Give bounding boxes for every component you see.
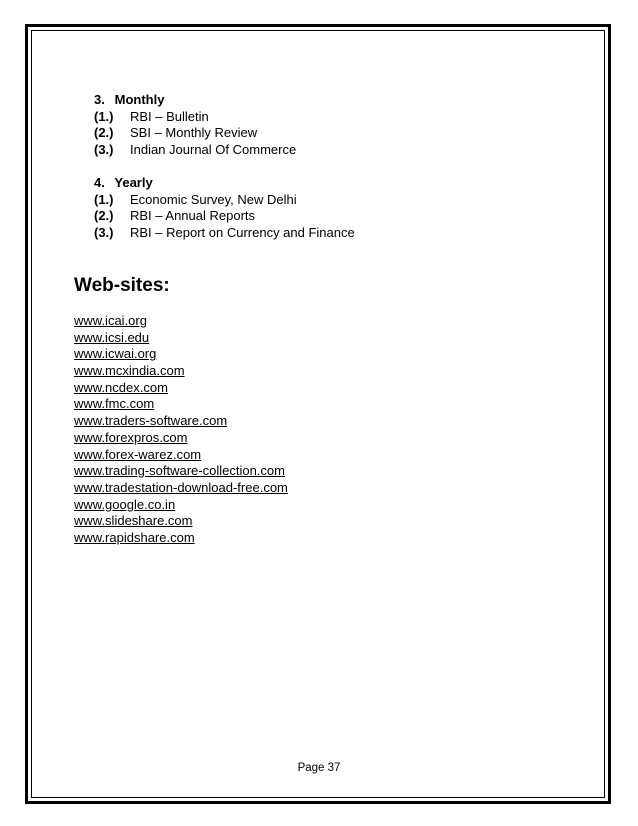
list-item [74,463,288,480]
item-number: (1.) [94,192,114,207]
list-item [74,497,288,514]
list-item [74,413,288,430]
item-text: Indian Journal Of Commerce [130,142,297,157]
item-text: RBI – Annual Reports [130,208,256,223]
page-number: Page 37 [297,762,341,774]
yearly-heading [94,175,153,190]
website-link[interactable]: www.icwai.org [74,346,157,362]
monthly-item-1 [94,109,209,125]
monthly-item-2 [94,125,257,141]
list-item [74,363,288,380]
item-text: SBI – Monthly Review [130,125,258,140]
website-link[interactable]: www.tradestation-download-free.com [74,479,288,495]
item-number: (2.) [94,125,114,140]
list-item [74,396,288,413]
item-number: (3.) [94,142,114,157]
website-link[interactable]: www.forex-warez.com [74,446,202,462]
monthly-heading-number: 3. [94,92,105,107]
website-link[interactable]: www.slideshare.com [74,513,193,529]
website-link[interactable]: www.trading-software-collection.com [74,463,285,479]
website-link[interactable]: www.google.co.in [74,496,176,512]
list-item [74,313,288,330]
monthly-heading [94,92,164,107]
website-link[interactable]: www.forexpros.com [74,429,188,445]
list-item [74,513,288,530]
website-link[interactable]: www.icsi.edu [74,329,150,345]
item-text: RBI – Report on Currency and Finance [130,225,355,240]
item-number: (1.) [94,109,114,124]
list-item [74,480,288,497]
websites-list [74,313,288,547]
website-link[interactable]: www.ncdex.com [74,379,168,395]
yearly-item-1 [94,192,297,208]
yearly-heading-number: 4. [94,175,105,190]
yearly-heading-title: Yearly [114,175,153,190]
website-link[interactable]: www.rapidshare.com [74,529,195,545]
yearly-item-3 [94,225,355,241]
monthly-heading-title: Monthly [114,92,165,107]
list-item [74,447,288,464]
item-text: RBI – Bulletin [130,109,209,124]
monthly-item-3 [94,142,296,158]
website-link[interactable]: www.traders-software.com [74,413,228,429]
website-link[interactable]: www.mcxindia.com [74,363,185,379]
item-number: (2.) [94,208,114,223]
list-item [74,380,288,397]
item-number: (3.) [94,225,114,240]
website-link[interactable]: www.icai.org [74,313,147,328]
list-item [74,330,288,347]
list-item [74,530,288,547]
website-link[interactable]: www.fmc.com [74,396,155,412]
item-text: Economic Survey, New Delhi [130,192,297,207]
websites-heading: Web-sites: [74,275,170,296]
yearly-item-2 [94,208,255,224]
list-item [74,346,288,363]
list-item [74,430,288,447]
